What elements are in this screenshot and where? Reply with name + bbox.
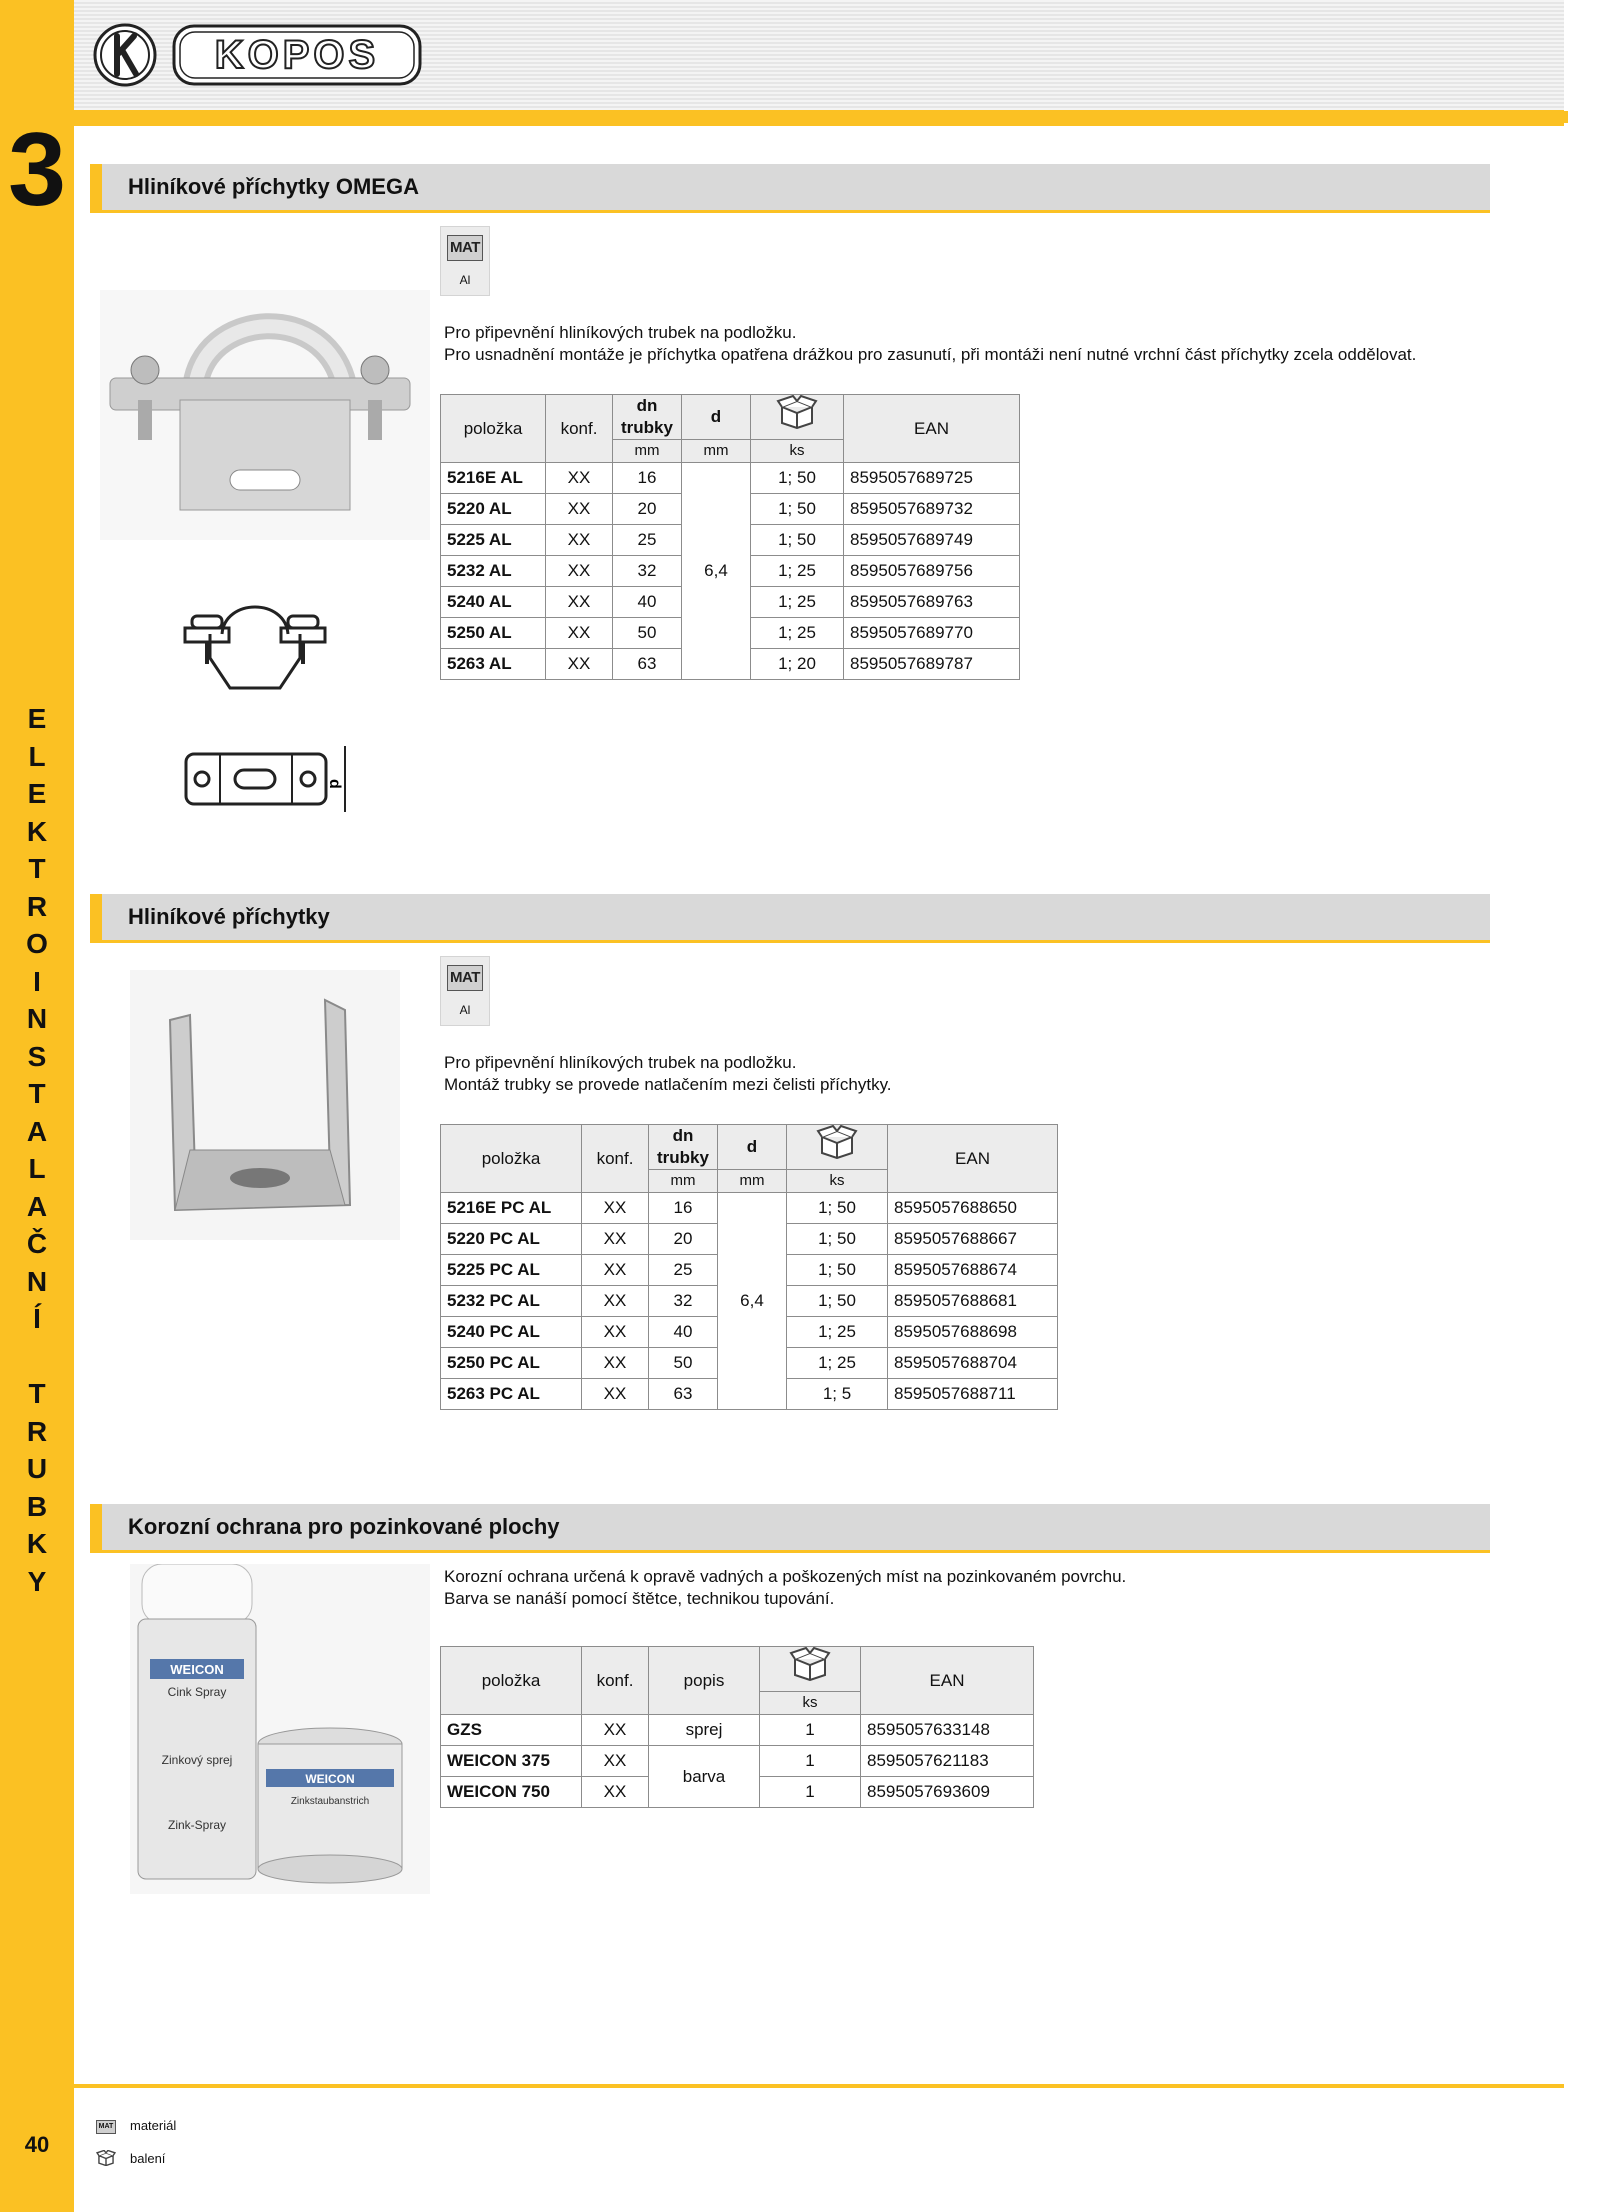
omega-product-table: [440, 394, 1020, 680]
unit-d: mm: [718, 1170, 787, 1193]
section-title: Hliníkové příchytky: [128, 904, 330, 929]
col-header-konf: konf.: [582, 1125, 649, 1193]
col-header-d: d: [682, 395, 751, 440]
section-header-corrosion: [90, 1504, 1490, 1553]
corrosion-product-table: [440, 1646, 1034, 1808]
dim-d-label: d: [326, 779, 343, 789]
col-header-dn: dn trubky: [649, 1125, 718, 1170]
unit-pack: ks: [787, 1170, 888, 1193]
section-header-omega: [90, 164, 1490, 213]
aluminium-clamp-photo: [130, 970, 400, 1240]
col-header-ean: EAN: [844, 395, 1020, 463]
table-row: 5232 PC AL XX 32 1; 50 8595057688681: [441, 1286, 1058, 1317]
table-row: GZS XX sprej 1 8595057633148: [441, 1715, 1034, 1746]
table-row: 5216E AL XX 16 6,4 1; 50 8595057689725: [441, 463, 1020, 494]
col-header-pack: [787, 1125, 888, 1170]
spray-de: Zink-Spray: [167, 1818, 227, 1832]
table-row: 5225 PC AL XX 25 1; 50 8595057688674: [441, 1255, 1058, 1286]
top-accent-rule: [74, 110, 1564, 126]
col-header-pack: [760, 1647, 861, 1692]
table-row: WEICON 750 XX 1 8595057693609: [441, 1777, 1034, 1808]
clamp-product-table: [440, 1124, 1058, 1410]
mat-value: Al: [459, 273, 471, 287]
kopos-logo-text: KOPOS: [214, 33, 380, 77]
col-header-konf: konf.: [582, 1647, 649, 1715]
spray-cz: Zinkový sprej: [161, 1753, 233, 1767]
chapter-number: 3: [8, 112, 66, 228]
unit-dn: mm: [649, 1170, 718, 1193]
col-header-ean: EAN: [888, 1125, 1058, 1193]
table-row: 5250 AL XX 50 1; 25 8595057689770: [441, 618, 1020, 649]
legend-package: balení: [96, 2150, 165, 2169]
chapter-vertical-title: E L E K T R O I N S T A L A Č N Í T R U B K Y: [26, 703, 48, 1597]
page-number: 40: [24, 2132, 50, 2157]
section-title: Hliníkové příchytky OMEGA: [128, 174, 419, 199]
package-icon: [776, 395, 818, 429]
table-row: 5240 AL XX 40 1; 25 8595057689763: [441, 587, 1020, 618]
section-title: Korozní ochrana pro pozinkované plochy: [128, 1514, 560, 1539]
col-header-popis: popis: [649, 1647, 760, 1715]
rule-block: [1556, 111, 1568, 123]
spray-brand: WEICON: [170, 1662, 224, 1677]
rule-block: [1504, 111, 1524, 123]
legend-material: MAT materiál: [96, 2118, 176, 2134]
col-header-polozka: položka: [441, 395, 546, 463]
unit-d: mm: [682, 440, 751, 463]
package-icon: [816, 1125, 858, 1159]
spray-name: Cink Spray: [167, 1685, 227, 1699]
section-description: Pro připevnění hliníkových trubek na podložku. Montáž trubky se provede natlačením mezi čelisti příchytky.: [444, 1053, 892, 1094]
section-header-clamps: [90, 894, 1490, 943]
can-brand: WEICON: [305, 1772, 355, 1786]
col-header-polozka: položka: [441, 1125, 582, 1193]
section-description: Pro připevnění hliníkových trubek na podložku. Pro usnadnění montáže je příchytka opatřena drážkou pro zasunutí, při montáži není nutné vrchní část příchytky zcela oddělovat.: [444, 323, 1417, 364]
table-row: 5240 PC AL XX 40 1; 25 8595057688698: [441, 1317, 1058, 1348]
mat-legend-icon: MAT: [96, 2120, 116, 2134]
kopos-logo: [90, 22, 430, 88]
unit-pack: ks: [760, 1692, 861, 1715]
section-description: Korozní ochrana určená k opravě vadných a poškozených míst na pozinkovaném povrchu. Barva se nanáší pomocí štětce, technikou tupování.: [444, 1567, 1127, 1608]
package-icon: [789, 1647, 831, 1681]
omega-front-drawing: [180, 598, 330, 694]
d-value: 6,4: [682, 463, 751, 680]
table-row: 5225 AL XX 25 1; 50 8595057689749: [441, 525, 1020, 556]
mat-badge: [440, 226, 490, 296]
mat-value: Al: [459, 1003, 471, 1017]
table-row: 5220 PC AL XX 20 1; 50 8595057688667: [441, 1224, 1058, 1255]
col-header-d: d: [718, 1125, 787, 1170]
zinc-spray-photo: [130, 1564, 430, 1894]
omega-clamp-photo: [100, 290, 430, 540]
unit-dn: mm: [613, 440, 682, 463]
can-name: Zinkstaubanstrich: [290, 1796, 370, 1807]
mat-badge: [440, 956, 490, 1026]
table-row: 5263 AL XX 63 1; 20 8595057689787: [441, 649, 1020, 680]
table-row: 5250 PC AL XX 50 1; 25 8595057688704: [441, 1348, 1058, 1379]
table-row: 5220 AL XX 20 1; 50 8595057689732: [441, 494, 1020, 525]
omega-top-drawing: [180, 742, 360, 818]
bottom-accent-rule: [74, 2084, 1564, 2088]
rule-block: [1530, 111, 1550, 123]
mat-label: MAT: [447, 235, 483, 261]
col-header-dn: dn trubky: [613, 395, 682, 440]
col-header-pack: [751, 395, 844, 440]
table-row: 5232 AL XX 32 1; 25 8595057689756: [441, 556, 1020, 587]
table-row: WEICON 375 XX barva 1 8595057621183: [441, 1746, 1034, 1777]
package-legend-icon: [96, 2150, 116, 2169]
d-value: 6,4: [718, 1193, 787, 1410]
col-header-konf: konf.: [546, 395, 613, 463]
unit-pack: ks: [751, 440, 844, 463]
table-row: 5263 PC AL XX 63 1; 5 8595057688711: [441, 1379, 1058, 1410]
col-header-ean: EAN: [861, 1647, 1034, 1715]
table-row: 5216E PC AL XX 16 6,4 1; 50 8595057688650: [441, 1193, 1058, 1224]
col-header-polozka: položka: [441, 1647, 582, 1715]
mat-label: MAT: [447, 965, 483, 991]
